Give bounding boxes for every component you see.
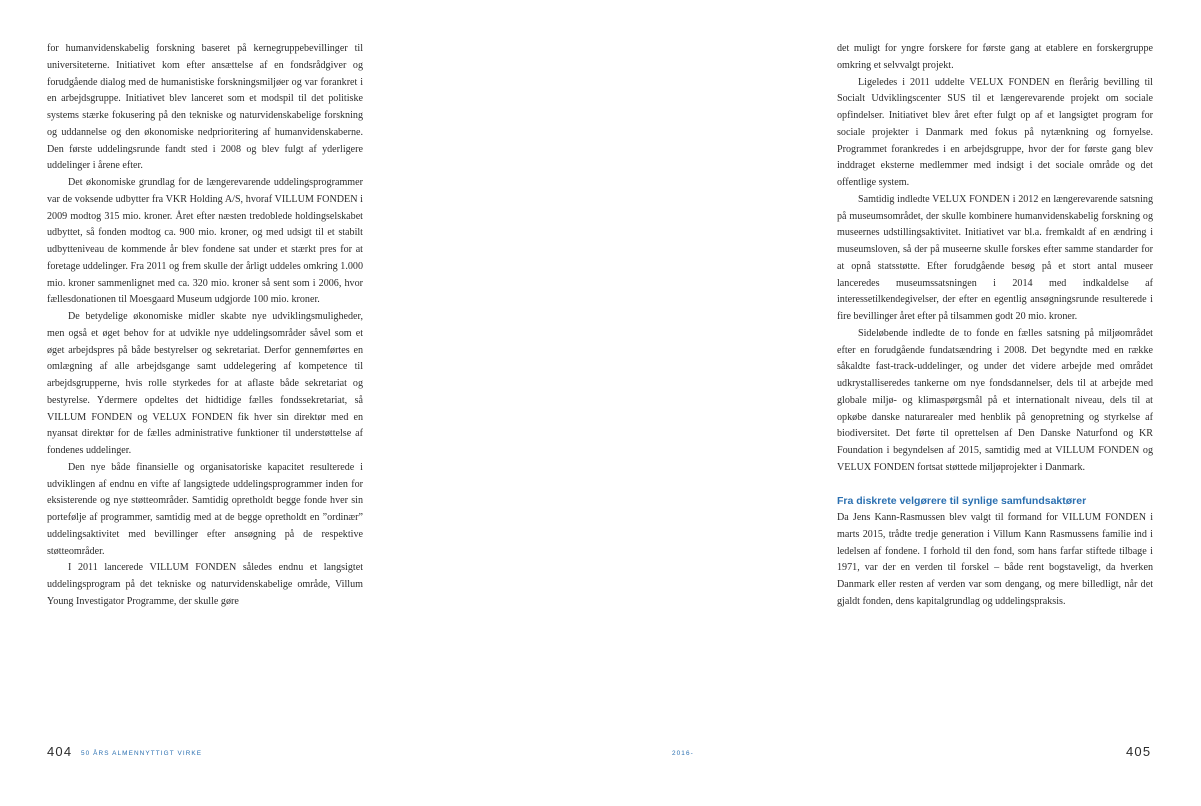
section-heading: Fra diskrete velgørere til synlige samfundsaktører <box>837 495 1087 508</box>
left-page-text <box>47 41 363 611</box>
left-page-number: 404 <box>47 744 73 759</box>
paragraph: for humanvidenskabelig forskning baseret på kernegruppebevillinger til universiteterne. Initiativet kom efter ansættelse af en fondsrådgiver og forudgående dialog med de humanistiske forskningsmiljøer og var forankret i en arbejdsgruppe. Initiativet blev lanceret som et modspil til det politiske systems stærke fokusering på den tekniske og naturvidenskabelige forskning og uddannelse og den økonomiske nedprioritering af humanvidenskaberne. Den første uddelingsrunde fandt sted i 2008 og blev fulgt af yderligere uddelinger i årene efter. <box>47 43 363 172</box>
running-title: 50 ÅRS ALMENNYTTIGT VIRKE <box>81 750 203 757</box>
paragraph: Ligeledes i 2011 uddelte VELUX FONDEN en flerårig bevilling til Socialt Udviklingscenter SUS til et længerevarende projekt om sociale opfindelser. Initiativet blev året efter fulgt op af et langsigtet program for sociale projekter i Danmark med fokus på nytænkning og fornyelse. Programmet forankredes i en arbejdsgruppe, hvor der for første gang blev inddraget eksterne medlemmer med indsigt i det sociale område og det offentlige system. <box>837 76 1153 188</box>
paragraph: Det økonomiske grundlag for de længerevarende uddelingsprogrammer var de voksende udbytter fra VKR Holding A/S, hvoraf VILLUM FONDEN i 2009 modtog 315 mio. kroner. Året efter næsten tredoblede holdingselskabet udbyttet, så fonden modtog ca. 900 mio. kroner, og med udsigt til et stabilt udbytteniveau de kommende år blev fondene sat under et stærkt pres for at foretage uddelinger. Fra 2011 og frem skulle der årligt uddeles omkring 1.000 mio. kroner sammenlignet med ca. 320 mio. kroner så sent som i 2006, hvor fællesdonationen til Moesgaard Museum udgjorde 100 mio. kroner. <box>47 177 363 306</box>
right-page-text <box>837 41 1153 611</box>
right-page-number: 405 <box>1126 744 1152 759</box>
paragraph: Samtidig indledte VELUX FONDEN i 2012 en længerevarende satsning på museumsområdet, der skulle kombinere humanvidenskabelig forskning og museernes udstillingsaktivitet. Initiativet var bl.a. fremkaldt af en ændring i museumsloven, så der på museerne skulle forskes efter samme standarder for at opnå statsstøtte. Efter forudgående besøg på et stort antal museer lanceredes museumssatsningen i 2014 med indkaldelse af interessetilkendegivelser, der efter en egentlig ansøgningsrunde resulterede i fire bevillinger året efter på tilsammen godt 20 mio. kroner. <box>837 193 1153 322</box>
paragraph: Sideløbende indledte de to fonde en fælles satsning på miljøområdet efter en forudgående fundatsændring i 2008. Det begyndte med en række såkaldte fast-track-uddelinger, og under det videre arbejde med området udkrystalliseredes tankerne om nye fondsdannelser, dels til at arbejde med globale miljø- og klimaspørgsmål på et internationalt niveau, dels til at opkøbe danske naturarealer med henblik på genopretning og styrkelse af biodiversitet. Det førte til oprettelsen af Den Danske Naturfond og KR Foundation i begyndelsen af 2015, samtidig med at VILLUM FONDEN og VELUX FONDEN fortsat støttede miljøprojekter i Danmark. <box>837 327 1153 473</box>
paragraph: De betydelige økonomiske midler skabte nye udviklingsmuligheder, men også et øget behov for at udvikle nye uddelingsområder såvel som et øget arbejdspres på både bestyrelser og sekretariat. Derfor gennemførtes en omlægning af alle arbejdsgange samt uddelegering af kompetence til arbejdsgrupperne, hvis rolle styrkedes for at aflaste både sekretariat og bestyrelse. Ydermere opdeltes det hidtidige fælles fondssekretariat, så VILLUM FONDEN og VELUX FONDEN fik hver sin direktør med en nyansat direktør for de fælles administrative funktioner til understøttelse af fondenes uddelinger. <box>47 311 363 456</box>
period-label: 2016- <box>672 750 694 757</box>
paragraph: det muligt for yngre forskere for første gang at etablere en forskergruppe omkring et selvvalgt projekt. <box>837 43 1153 71</box>
paragraph: Da Jens Kann-Rasmussen blev valgt til formand for VILLUM FONDEN i marts 2015, trådte tredje generation i Villum Kann Rasmussens familie ind i ledelsen af fondene. I forhold til den fond, som hans farfar stiftede tilbage i 1971, var der en verden til forskel – både rent bogstaveligt, da hverken Danmark eller resten af verden var som dengang, og mere billedligt, når det gjaldt fonden, dens kapitalgrundlag og uddelingspraksis. <box>837 512 1153 607</box>
paragraph: Den nye både finansielle og organisatoriske kapacitet resulterede i udviklingen af endnu en vifte af langsigtede uddelingsprogrammer inden for eksisterende og nye støtteområder. Samtidig opretholdt begge fonde hver sin portefølje af programmer, samtidig med at de begge opretholdt en ”ordinær” uddelingsaktivitet med bevillinger efter ansøgning på de respektive støtteområder. <box>47 461 363 557</box>
paragraph: I 2011 lancerede VILLUM FONDEN således endnu et langsigtet uddelingsprogram på det tekniske og naturvidenskabelige område, Villum Young Investigator Programme, der skulle gøre <box>47 562 363 607</box>
